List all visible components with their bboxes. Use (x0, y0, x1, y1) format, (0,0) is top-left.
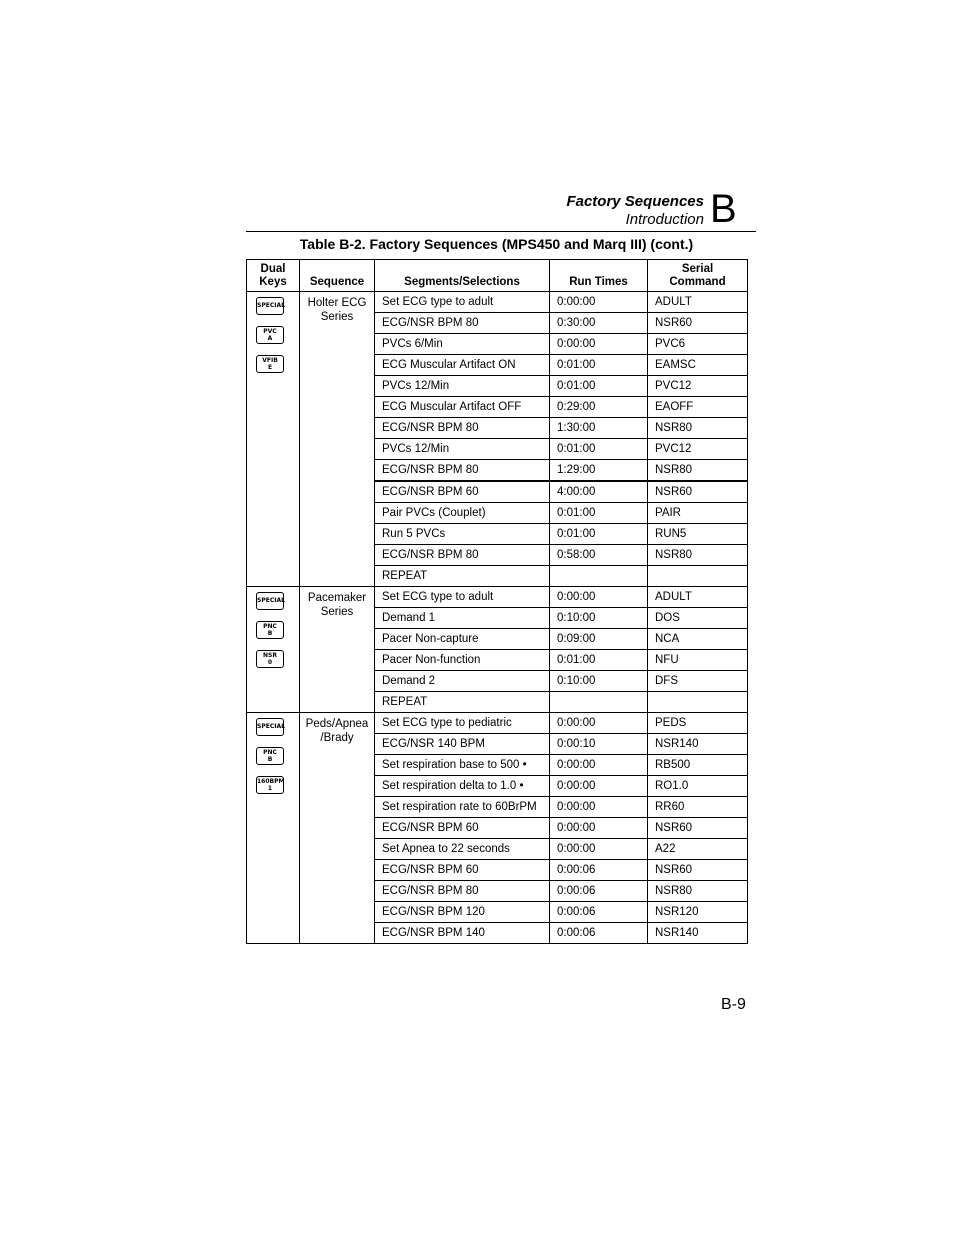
key-label-bottom: B (267, 630, 273, 637)
run-time-cell: 0:58:00 (550, 545, 648, 566)
serial-command-cell: NSR140 (648, 734, 748, 755)
key-label-top: PNC (263, 623, 277, 630)
segment-cell: ECG Muscular Artifact ON (375, 355, 550, 376)
run-time-cell: 0:00:00 (550, 292, 648, 313)
serial-command-cell: NCA (648, 629, 748, 650)
run-time-cell (550, 692, 648, 713)
key-label-top: NSR (263, 652, 277, 659)
serial-command-cell: NSR80 (648, 881, 748, 902)
serial-command-cell: RUN5 (648, 524, 748, 545)
key-label-top: 160BPM (257, 778, 285, 785)
col-header-sequence: Sequence (300, 260, 375, 292)
run-time-cell: 0:09:00 (550, 629, 648, 650)
dual-keys-cell (247, 713, 300, 944)
serial-command-cell: PVC6 (648, 334, 748, 355)
key-icon (256, 747, 284, 765)
segment-cell: ECG/NSR BPM 140 (375, 923, 550, 944)
segment-cell: Set respiration rate to 60BrPM (375, 797, 550, 818)
run-time-cell: 0:01:00 (550, 650, 648, 671)
key-label-bottom: 0 (267, 659, 273, 666)
serial-command-cell: NSR60 (648, 818, 748, 839)
serial-command-cell: NSR60 (648, 313, 748, 334)
run-time-cell: 0:01:00 (550, 376, 648, 397)
key-label-bottom: A (267, 335, 273, 342)
run-time-cell (550, 566, 648, 587)
segment-cell: Set Apnea to 22 seconds (375, 839, 550, 860)
serial-command-cell: NSR80 (648, 418, 748, 439)
segment-cell: ECG/NSR BPM 60 (375, 818, 550, 839)
segment-cell: Demand 2 (375, 671, 550, 692)
segment-cell: Run 5 PVCs (375, 524, 550, 545)
key-label-top: SPECIAL (257, 597, 285, 604)
run-time-cell: 0:01:00 (550, 355, 648, 376)
segment-cell: ECG/NSR BPM 120 (375, 902, 550, 923)
segment-cell: Pacer Non-function (375, 650, 550, 671)
run-time-cell: 0:10:00 (550, 608, 648, 629)
sequence-name: Peds/Apnea /Brady (300, 713, 375, 944)
run-time-cell: 0:00:00 (550, 776, 648, 797)
table-title: Table B-2. Factory Sequences (MPS450 and Marq III) (cont.) (299, 236, 694, 252)
run-time-cell: 0:01:00 (550, 439, 648, 460)
serial-command-cell: PVC12 (648, 439, 748, 460)
serial-command-cell: NSR80 (648, 460, 748, 482)
segment-cell: Set ECG type to pediatric (375, 713, 550, 734)
serial-command-cell: ADULT (648, 587, 748, 608)
key-label-top: SPECIAL (257, 723, 285, 730)
run-time-cell: 0:01:00 (550, 503, 648, 524)
key-label-bottom: E (267, 364, 273, 371)
run-time-cell: 0:29:00 (550, 397, 648, 418)
header-rule (246, 231, 756, 232)
col-header-segments: Segments/Selections (375, 260, 550, 292)
run-time-cell: 0:00:06 (550, 902, 648, 923)
segment-cell: PVCs 12/Min (375, 439, 550, 460)
sequence-name: Pacemaker Series (300, 587, 375, 713)
serial-command-cell: EAMSC (648, 355, 748, 376)
key-label-top: VFIB (262, 357, 278, 364)
header-titles (566, 193, 704, 229)
appendix-letter: B (710, 187, 737, 231)
segment-cell: ECG/NSR BPM 80 (375, 313, 550, 334)
segment-cell: ECG/NSR BPM 80 (375, 545, 550, 566)
run-time-cell: 0:00:06 (550, 881, 648, 902)
run-time-cell: 0:00:00 (550, 818, 648, 839)
serial-command-cell: RB500 (648, 755, 748, 776)
subsection-title: Introduction (625, 211, 704, 228)
serial-command-cell: NFU (648, 650, 748, 671)
key-icon (256, 718, 284, 736)
segment-cell: ECG/NSR BPM 60 (375, 860, 550, 881)
run-time-cell: 1:30:00 (550, 418, 648, 439)
key-label-top: SPECIAL (257, 302, 285, 309)
key-icon (256, 621, 284, 639)
run-time-cell: 1:29:00 (550, 460, 648, 482)
table-row (247, 292, 748, 313)
col-header-run-times: Run Times (550, 260, 648, 292)
serial-command-cell: PVC12 (648, 376, 748, 397)
col-header-serial-command: Serial Command (648, 260, 748, 292)
section-title: Factory Sequences (566, 193, 704, 210)
serial-command-cell: DFS (648, 671, 748, 692)
segment-cell: Set ECG type to adult (375, 292, 550, 313)
serial-command-cell: A22 (648, 839, 748, 860)
run-time-cell: 0:01:00 (550, 524, 648, 545)
key-label-bottom: 1 (267, 785, 273, 792)
serial-command-cell: PEDS (648, 713, 748, 734)
key-icon (256, 776, 284, 794)
segment-cell: PVCs 12/Min (375, 376, 550, 397)
col-header-dual-keys: Dual Keys (247, 260, 300, 292)
run-time-cell: 0:00:06 (550, 860, 648, 881)
run-time-cell: 0:00:00 (550, 797, 648, 818)
run-time-cell: 0:00:00 (550, 755, 648, 776)
serial-command-cell: ADULT (648, 292, 748, 313)
key-label-top: PNC (263, 749, 277, 756)
run-time-cell: 0:10:00 (550, 671, 648, 692)
serial-command-cell: DOS (648, 608, 748, 629)
sequence-name: Holter ECG Series (300, 292, 375, 587)
segment-cell: ECG/NSR BPM 80 (375, 418, 550, 439)
serial-command-cell: NSR140 (648, 923, 748, 944)
segment-cell: ECG/NSR BPM 60 (375, 481, 550, 503)
segment-cell: Pacer Non-capture (375, 629, 550, 650)
serial-command-cell: NSR80 (648, 545, 748, 566)
key-label-top: PVC (263, 328, 277, 335)
run-time-cell: 0:00:00 (550, 713, 648, 734)
segment-cell: REPEAT (375, 692, 550, 713)
segment-cell: ECG/NSR BPM 80 (375, 460, 550, 482)
key-icon (256, 297, 284, 315)
serial-command-cell: RR60 (648, 797, 748, 818)
key-icon (256, 650, 284, 668)
segment-cell: REPEAT (375, 566, 550, 587)
run-time-cell: 0:00:00 (550, 334, 648, 355)
segment-cell: Demand 1 (375, 608, 550, 629)
dual-keys-cell (247, 587, 300, 713)
table-row (247, 587, 748, 608)
run-time-cell: 0:00:00 (550, 587, 648, 608)
key-icon (256, 326, 284, 344)
serial-command-cell: PAIR (648, 503, 748, 524)
table-row (247, 713, 748, 734)
key-label-bottom: B (267, 756, 273, 763)
segment-cell: ECG/NSR 140 BPM (375, 734, 550, 755)
serial-command-cell (648, 566, 748, 587)
segment-cell: Set ECG type to adult (375, 587, 550, 608)
serial-command-cell: RO1.0 (648, 776, 748, 797)
run-time-cell: 0:00:00 (550, 839, 648, 860)
run-time-cell: 0:30:00 (550, 313, 648, 334)
segment-cell: Set respiration delta to 1.0 • (375, 776, 550, 797)
segment-cell: Set respiration base to 500 • (375, 755, 550, 776)
page-number: B-9 (721, 996, 746, 1013)
page-header (0, 187, 954, 235)
table-body (247, 292, 748, 944)
serial-command-cell: NSR60 (648, 860, 748, 881)
dual-keys-cell (247, 292, 300, 587)
segment-cell: Pair PVCs (Couplet) (375, 503, 550, 524)
factory-sequences-table (246, 259, 748, 944)
segment-cell: PVCs 6/Min (375, 334, 550, 355)
key-icon (256, 592, 284, 610)
key-icon (256, 355, 284, 373)
segment-cell: ECG Muscular Artifact OFF (375, 397, 550, 418)
serial-command-cell: EAOFF (648, 397, 748, 418)
serial-command-cell (648, 692, 748, 713)
serial-command-cell: NSR60 (648, 481, 748, 503)
segment-cell: ECG/NSR BPM 80 (375, 881, 550, 902)
run-time-cell: 0:00:06 (550, 923, 648, 944)
run-time-cell: 4:00:00 (550, 481, 648, 503)
table-header-row (247, 260, 748, 292)
serial-command-cell: NSR120 (648, 902, 748, 923)
run-time-cell: 0:00:10 (550, 734, 648, 755)
